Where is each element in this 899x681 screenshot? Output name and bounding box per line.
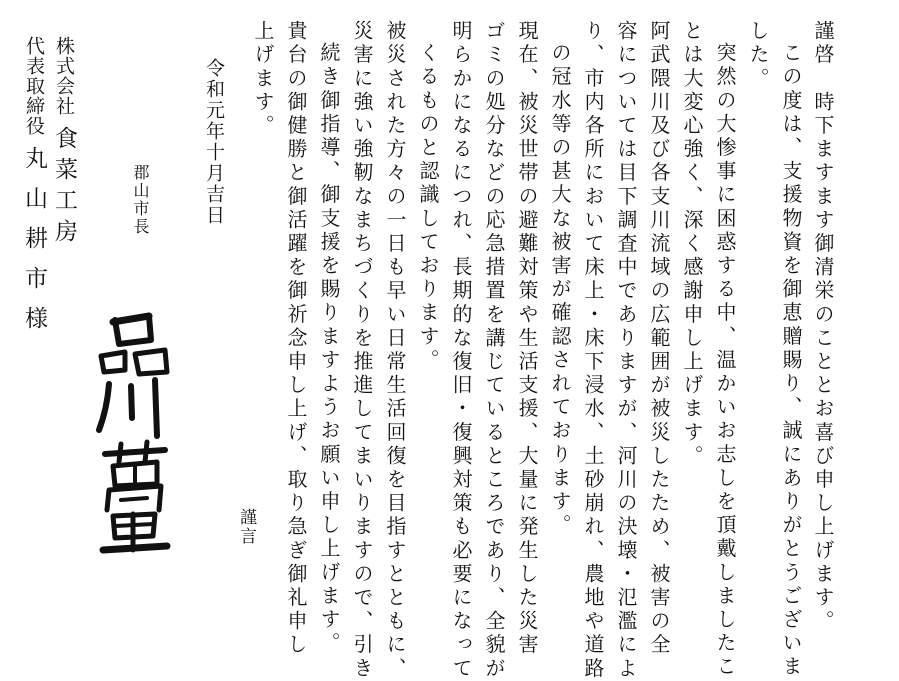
sender-title: 郡山市長: [131, 164, 150, 236]
recipient-company: [51, 36, 77, 250]
letter-line-17: 貴台の御健勝と御活躍を御祈念申し上げ、取り急ぎ御礼申し: [284, 20, 308, 658]
letter-line-6: 阿武隈川及び各支川流域の広範囲が被災したため、被害の全: [647, 20, 671, 658]
handwritten-signature: [95, 304, 175, 554]
company-name: 食菜工房: [51, 126, 77, 250]
letter-line-14: 被災された方々の一日も早い日常生活回復を目指すとともに、: [383, 20, 407, 681]
letter-line-5: とは大変心強く、深く感謝申し上げます。: [680, 20, 704, 469]
letter-line-4: 突然の大惨事に困惑する中、温かいお志しを頂戴しましたこ: [713, 42, 737, 680]
recipient-line: [21, 36, 47, 346]
letter-line-13: くるものと認識しております。: [416, 42, 440, 373]
company-prefix: 株式会社: [53, 36, 75, 116]
letter-line-2: この度は、支援物資を御恵贈賜り、誠にありがとうございま: [779, 42, 803, 680]
closing-word: 謹言: [236, 508, 256, 546]
letter-line-8: り、市内各所において床上・床下浸水、土砂崩れ、農地や道路: [581, 20, 605, 681]
letter-line-16: 続き御指導、御支援を賜りますようお願い申し上げます。: [317, 42, 341, 656]
letter-line-11: ゴミの処分などの応急措置を講じているところであり、全貌が: [482, 20, 506, 681]
letter-line-15: 災害に強い強靭なまちづくりを推進してまいりますので、引き: [350, 20, 374, 681]
recipient-role: 代表取締役: [23, 36, 45, 136]
recipient-name: 丸山耕市: [21, 146, 47, 306]
letter-line-18: 上げます。: [251, 20, 275, 138]
letter-line-9: の冠水等の甚大な被害が確認されております。: [548, 42, 572, 538]
letter-line-10: 現在、被災世帯の避難対策や生活支援、大量に発生した災害: [515, 20, 539, 658]
letter-line-7: 容については目下調査中でありますが、河川の決壊・氾濫によ: [614, 20, 638, 681]
recipient-honorific: 様: [21, 306, 47, 346]
letter-date: 令和元年十月吉日: [203, 58, 225, 226]
signature-graphic: [95, 304, 175, 554]
letter-line-3: した。: [746, 20, 770, 91]
letter-line-1: 謹啓 時下ますます御清栄のこととお喜び申し上げます。: [811, 20, 835, 634]
letter-line-12: 明らかになるにつれ、長期的な復旧・復興対策も必要になって: [449, 20, 473, 681]
